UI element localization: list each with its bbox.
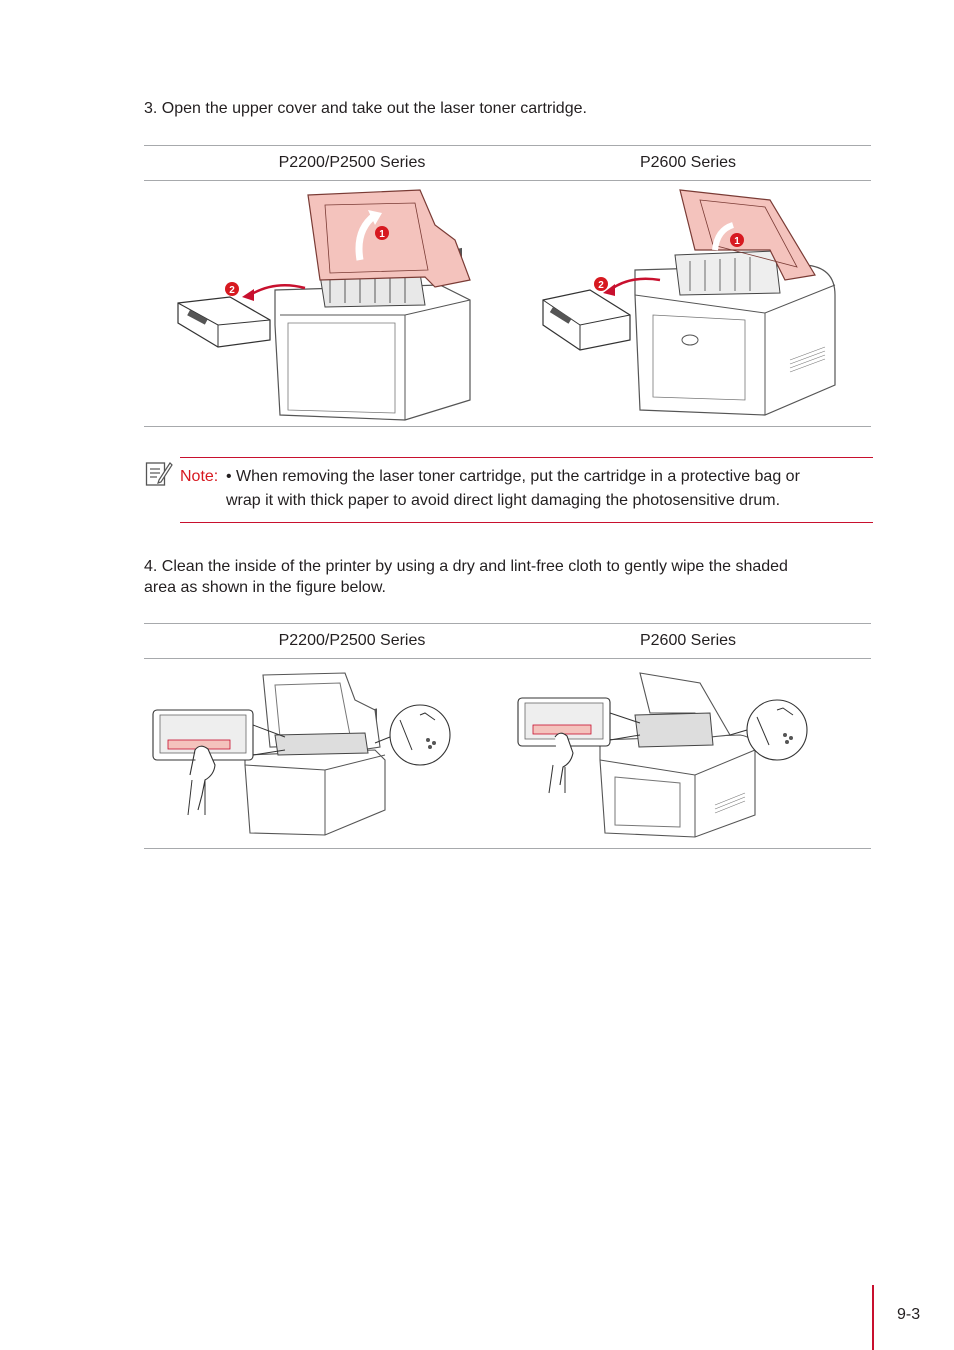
- callout-2: 2: [229, 285, 235, 296]
- step-3-instruction: 3. Open the upper cover and take out the laser toner cartridge.: [144, 100, 587, 117]
- table2-header-p2200: P2200/P2500 Series: [278, 632, 426, 649]
- illustration-p2200-remove-cartridge: [170, 185, 480, 425]
- table2-header-p2600: P2600 Series: [639, 632, 737, 649]
- table2-bottom-rule: [144, 848, 871, 849]
- table2-header-rule: [144, 658, 871, 659]
- step-4-instruction-line1: 4. Clean the inside of the printer by using a dry and lint-free cloth to gently wipe the shaded: [144, 558, 788, 575]
- page-edge-bar: [872, 1285, 874, 1350]
- table1-bottom-rule: [144, 426, 871, 427]
- note-top-rule: [180, 457, 873, 458]
- callout-1: 1: [379, 229, 385, 240]
- illustration-p2200-clean-interior: [150, 665, 460, 845]
- note-text-line1: • When removing the laser toner cartridge, put the cartridge in a protective bag or: [226, 468, 800, 485]
- callout-2-p2600: 2: [598, 280, 604, 291]
- note-icon: [145, 460, 173, 488]
- page-number: 9-3: [897, 1306, 921, 1323]
- callout-1-p2600: 1: [734, 236, 740, 247]
- table1-header-p2600: P2600 Series: [639, 154, 737, 171]
- table2-top-rule: [144, 623, 871, 624]
- note-label: Note:: [180, 468, 219, 485]
- illustration-p2600-remove-cartridge: [535, 185, 845, 425]
- note-text-line2: wrap it with thick paper to avoid direct light damaging the photosensitive drum.: [226, 492, 781, 509]
- note-bottom-rule: [180, 522, 873, 523]
- table1-header-p2200: P2200/P2500 Series: [278, 154, 426, 171]
- illustration-p2600-clean-interior: [515, 665, 825, 845]
- table1-header-rule: [144, 180, 871, 181]
- table1-top-rule: [144, 145, 871, 146]
- step-4-instruction-line2: area as shown in the figure below.: [144, 579, 386, 596]
